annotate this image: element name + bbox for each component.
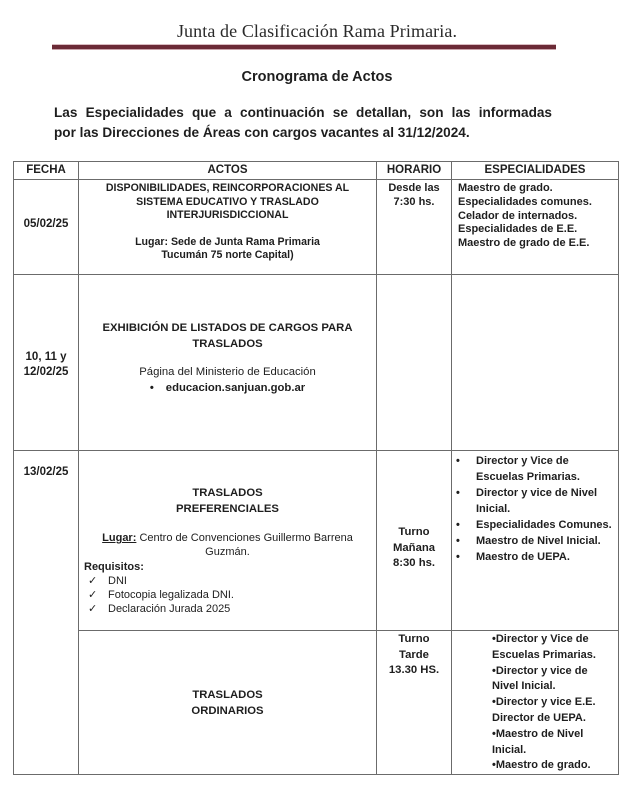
col-divider — [376, 162, 377, 774]
intro-line-1: Las Especialidades que a continuación se detallan, son las informadas — [54, 105, 552, 120]
row3b-especialidades — [492, 632, 616, 774]
especialidad-item: Maestro de grado. — [458, 182, 553, 194]
especialidad-text: Maestro de Nivel Inicial. — [476, 535, 601, 547]
especialidades-list — [452, 453, 618, 565]
bullet-icon: • — [456, 455, 460, 467]
fecha-value: 05/02/25 — [23, 218, 69, 230]
acto-lugar-line: Lugar: Sede de Junta Rama Primaria — [135, 235, 320, 248]
requisitos-label: Requisitos: — [84, 560, 144, 573]
acto-title-line: INTERJURISDICCIONAL — [166, 209, 289, 222]
acto-title-line: DISPONIBILIDADES, REINCORPORACIONES AL — [105, 182, 350, 194]
row3a-horario — [377, 525, 451, 572]
acto-title-line: PREFERENCIALES — [176, 503, 279, 515]
row3a-actos — [84, 485, 371, 617]
bullet-icon: • — [456, 487, 460, 499]
especialidad-item: •Director y vice de Nivel Inicial. — [492, 664, 588, 693]
acto-title-line: EXHIBICIÓN DE LISTADOS DE CARGOS PARA — [102, 322, 353, 334]
fecha-value: 13/02/25 — [23, 466, 69, 478]
requisito-item — [84, 588, 371, 602]
horario-line: 7:30 hs. — [393, 195, 435, 208]
check-icon: ✓ — [88, 574, 98, 587]
row-divider — [14, 274, 618, 275]
bullet-icon: • — [456, 551, 460, 563]
row-divider — [14, 179, 618, 180]
header-rule — [52, 45, 556, 49]
row1-fecha — [14, 218, 78, 232]
acto-title-line: SISTEMA EDUCATIVO Y TRASLADO — [136, 195, 319, 208]
row3b-horario — [377, 632, 451, 679]
ministry-url-link[interactable]: educacion.sanjuan.gob.ar — [165, 382, 306, 394]
intro-paragraph — [54, 103, 552, 143]
bullet-icon: • — [456, 519, 460, 531]
row1-especialidades — [458, 182, 618, 251]
especialidad-item — [452, 533, 618, 549]
row1-actos — [79, 182, 376, 263]
acto-title-line: TRASLADOS — [192, 689, 263, 701]
row3a-especialidades — [452, 453, 618, 565]
requisito-item — [84, 574, 371, 588]
check-icon: ✓ — [88, 603, 98, 616]
especialidad-item: Especialidades comunes. — [458, 195, 592, 208]
ministry-page-label: Página del Ministerio de Educación — [139, 366, 316, 378]
especialidad-text: Director y Vice de Escuelas Primarias. — [476, 455, 580, 483]
horario-line: Desde las — [388, 182, 440, 194]
fecha-line: 12/02/25 — [23, 366, 69, 378]
requisitos-list — [84, 574, 371, 617]
acto-lugar-line: Tucumán 75 norte Capital) — [161, 249, 294, 262]
especialidad-item — [452, 517, 618, 533]
acto-lugar — [84, 531, 371, 545]
requisito-text: Fotocopia legalizada DNI. — [108, 589, 234, 602]
especialidad-text: Maestro de UEPA. — [476, 551, 570, 563]
horario-line: Mañana — [392, 541, 436, 554]
row2-fecha — [14, 350, 78, 380]
acto-title-line: TRASLADOS — [192, 338, 263, 350]
lugar-text: Centro de Convenciones Guillermo Barrena — [136, 532, 353, 544]
horario-line: 13.30 HS. — [388, 664, 440, 676]
column-header-fecha: FECHA — [26, 164, 66, 176]
row3-fecha — [14, 466, 78, 480]
especialidad-item — [452, 549, 618, 565]
row3b-actos — [79, 687, 376, 719]
horario-line: 8:30 hs. — [392, 557, 436, 569]
especialidad-text: Director y vice de Nivel Inicial. — [476, 487, 598, 515]
especialidad-item: •Director y vice E.E. Director de UEPA. — [492, 696, 596, 724]
row2-actos — [79, 320, 376, 396]
especialidad-item: Celador de internados. — [458, 209, 578, 222]
especialidad-item: Maestro de grado de E.E. — [458, 237, 590, 250]
org-title: Junta de Clasificación Rama Primaria. — [176, 21, 458, 41]
especialidad-item — [452, 453, 618, 485]
check-icon: ✓ — [88, 589, 98, 602]
intro-line-2: por las Direcciones de Áreas con cargos vacantes al 31/12/2024. — [54, 125, 470, 140]
document-subtitle: Cronograma de Actos — [241, 69, 393, 85]
lugar-text-2: Guzmán. — [205, 546, 250, 559]
especialidad-text: Especialidades Comunes. — [476, 519, 612, 531]
especialidad-item: •Maestro de grado. — [492, 759, 591, 772]
horario-line: Turno — [398, 633, 430, 645]
column-header-especialidades: ESPECIALIDADES — [484, 164, 586, 176]
horario-line: Turno — [398, 526, 430, 538]
row1-horario — [377, 182, 451, 209]
requisito-text: Declaración Jurada 2025 — [108, 603, 231, 616]
acto-title-line: TRASLADOS — [192, 487, 263, 499]
row-divider — [14, 450, 618, 451]
schedule-table — [13, 161, 619, 775]
column-header-horario: HORARIO — [386, 164, 442, 176]
especialidad-item: •Director y Vice de Escuelas Primarias. — [492, 633, 596, 661]
column-header-actos: ACTOS — [207, 164, 248, 176]
especialidad-item — [452, 485, 618, 517]
acto-title-line: ORDINARIOS — [191, 705, 264, 717]
requisito-text: DNI — [108, 574, 127, 587]
fecha-line: 10, 11 y — [25, 351, 67, 363]
bullet-icon: • — [456, 535, 460, 547]
requisito-item — [84, 602, 371, 616]
especialidad-item: Especialidades de E.E. — [458, 223, 578, 236]
horario-line: Tarde — [399, 648, 429, 661]
bullet-icon: • — [149, 382, 154, 394]
lugar-label: Lugar: — [102, 532, 137, 544]
especialidad-item: •Maestro de Nivel Inicial. — [492, 727, 584, 756]
sub-row-divider — [79, 630, 618, 631]
ministry-url-item — [79, 380, 376, 396]
